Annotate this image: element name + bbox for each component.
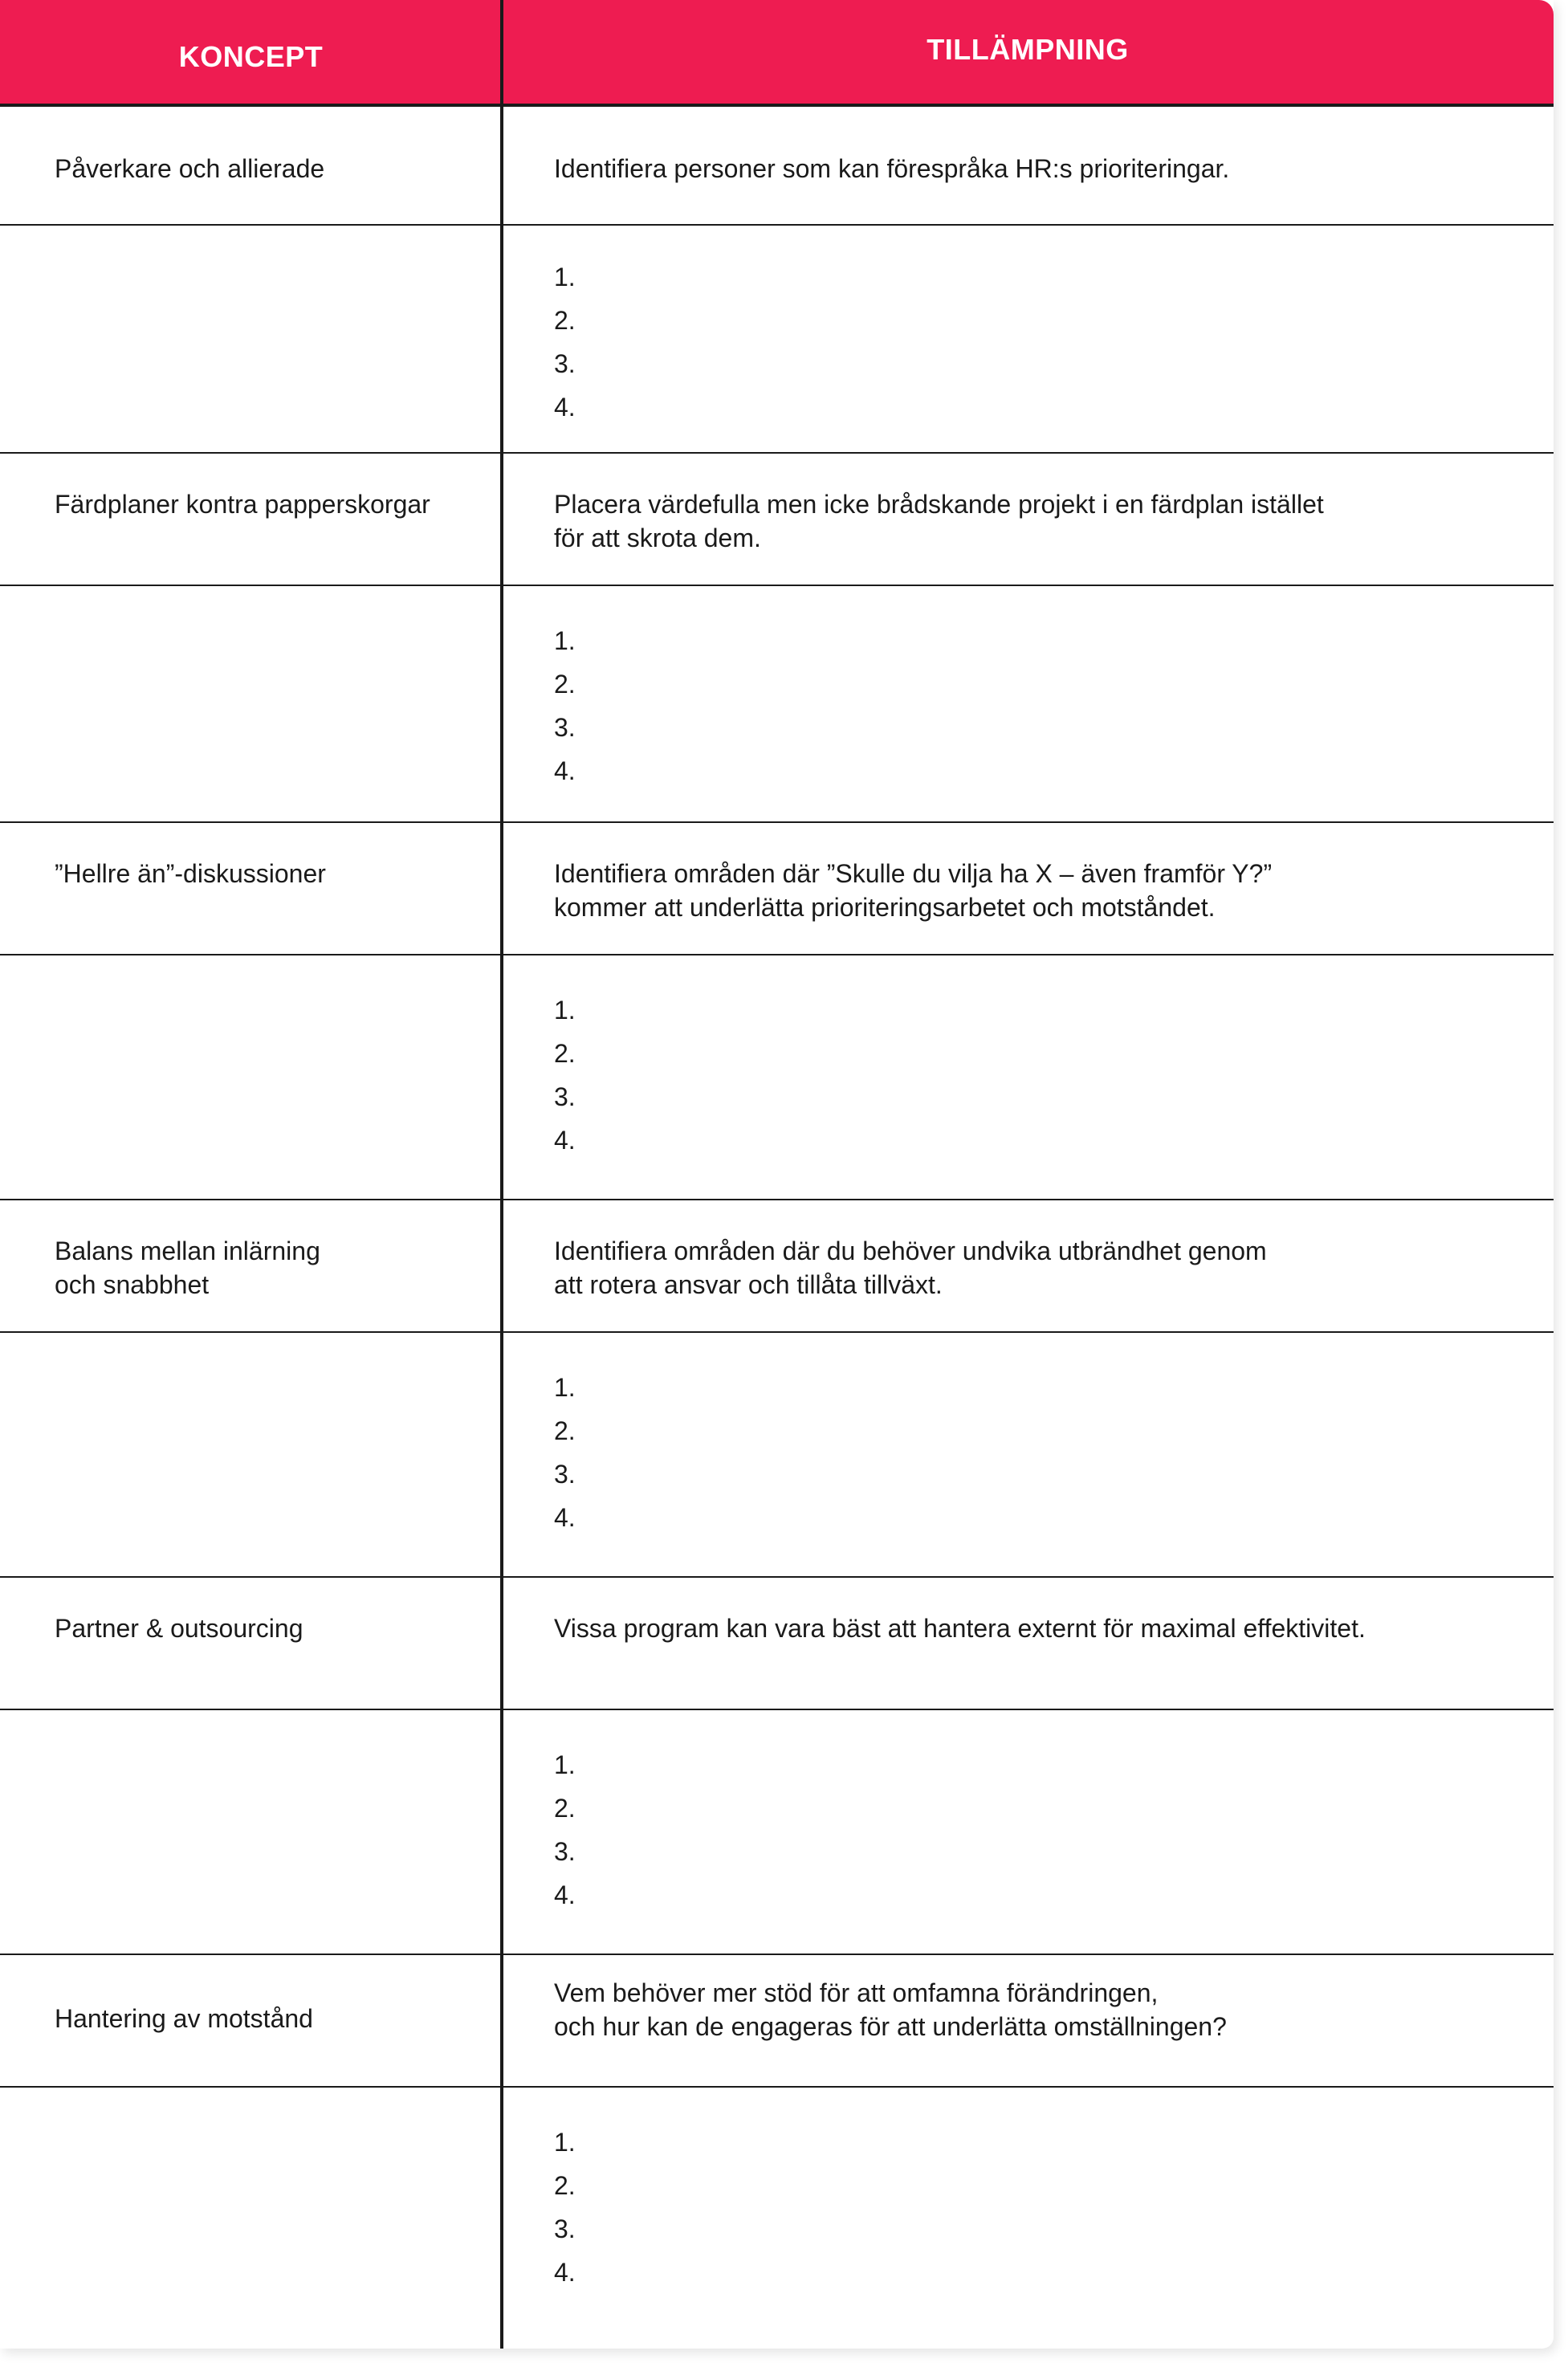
concept-label: Påverkare och allierade: [55, 154, 325, 183]
application-text: Vissa program kan vara bäst att hantera externt för maximal effektivitet.: [554, 1614, 1366, 1643]
answer-row[interactable]: [0, 2088, 1554, 2349]
numbered-list: [554, 2121, 576, 2294]
application-text: Identifiera områden där ”Skulle du vilja ha X – även framför Y?” kommer att underlätta prioriteringsarbetet och motståndet.: [554, 859, 1273, 922]
table-header: [0, 0, 1554, 107]
answer-row[interactable]: [0, 1333, 1554, 1578]
list-number: 1.: [554, 996, 576, 1025]
list-number: 1.: [554, 626, 576, 655]
list-number: 2.: [554, 1794, 576, 1823]
list-number: 4.: [554, 1503, 576, 1532]
numbered-list: [554, 255, 576, 429]
list-number: 4.: [554, 2258, 576, 2287]
numbered-list: [554, 1743, 576, 1917]
concept-label: Hantering av motstånd: [55, 2004, 313, 2033]
numbered-list: [554, 988, 576, 1162]
concept-label: ”Hellre än”-diskussioner: [55, 859, 326, 888]
list-number: 1.: [554, 2128, 576, 2157]
application-text: Identifiera personer som kan förespråka HR:s prioriteringar.: [554, 154, 1230, 183]
answer-row[interactable]: [0, 586, 1554, 823]
header-koncept: KONCEPT: [178, 39, 324, 73]
list-number: 1.: [554, 1373, 576, 1402]
concept-row: [0, 1955, 1554, 2088]
numbered-list: [554, 619, 576, 792]
list-number: 4.: [554, 756, 576, 785]
concept-label: Färdplaner kontra papperskorgar: [55, 490, 430, 519]
list-number: 1.: [554, 263, 576, 291]
numbered-list: [554, 1366, 576, 1539]
list-number: 2.: [554, 1416, 576, 1445]
list-number: 3.: [554, 1837, 576, 1866]
concept-row: [0, 1578, 1554, 1710]
header-tillampning: TILLÄMPNING: [927, 32, 1129, 66]
list-number: 4.: [554, 1880, 576, 1909]
list-number: 2.: [554, 670, 576, 699]
list-number: 3.: [554, 1082, 576, 1111]
column-divider: [500, 0, 503, 2349]
list-number: 3.: [554, 2214, 576, 2243]
list-number: 4.: [554, 393, 576, 422]
concept-row: [0, 107, 1554, 226]
concept-row: [0, 823, 1554, 955]
application-text: Vem behöver mer stöd för att omfamna förändringen, och hur kan de engageras för att underlätta omställningen?: [554, 1978, 1227, 2041]
concept-row: [0, 1200, 1554, 1333]
answer-row[interactable]: [0, 1710, 1554, 1955]
answer-row[interactable]: [0, 955, 1554, 1200]
concept-label: Balans mellan inlärning och snabbhet: [55, 1237, 320, 1299]
list-number: 3.: [554, 349, 576, 378]
list-number: 4.: [554, 1126, 576, 1155]
list-number: 2.: [554, 2171, 576, 2200]
list-number: 2.: [554, 1039, 576, 1068]
answer-row[interactable]: [0, 226, 1554, 454]
concept-row: [0, 454, 1554, 586]
list-number: 1.: [554, 1750, 576, 1779]
list-number: 3.: [554, 713, 576, 742]
list-number: 2.: [554, 306, 576, 335]
application-text: Placera värdefulla men icke brådskande projekt i en färdplan istället för att skrota dem.: [554, 490, 1324, 552]
application-text: Identifiera områden där du behöver undvika utbrändhet genom att rotera ansvar och tillåta tillväxt.: [554, 1237, 1267, 1299]
list-number: 3.: [554, 1460, 576, 1489]
concept-label: Partner & outsourcing: [55, 1614, 303, 1643]
